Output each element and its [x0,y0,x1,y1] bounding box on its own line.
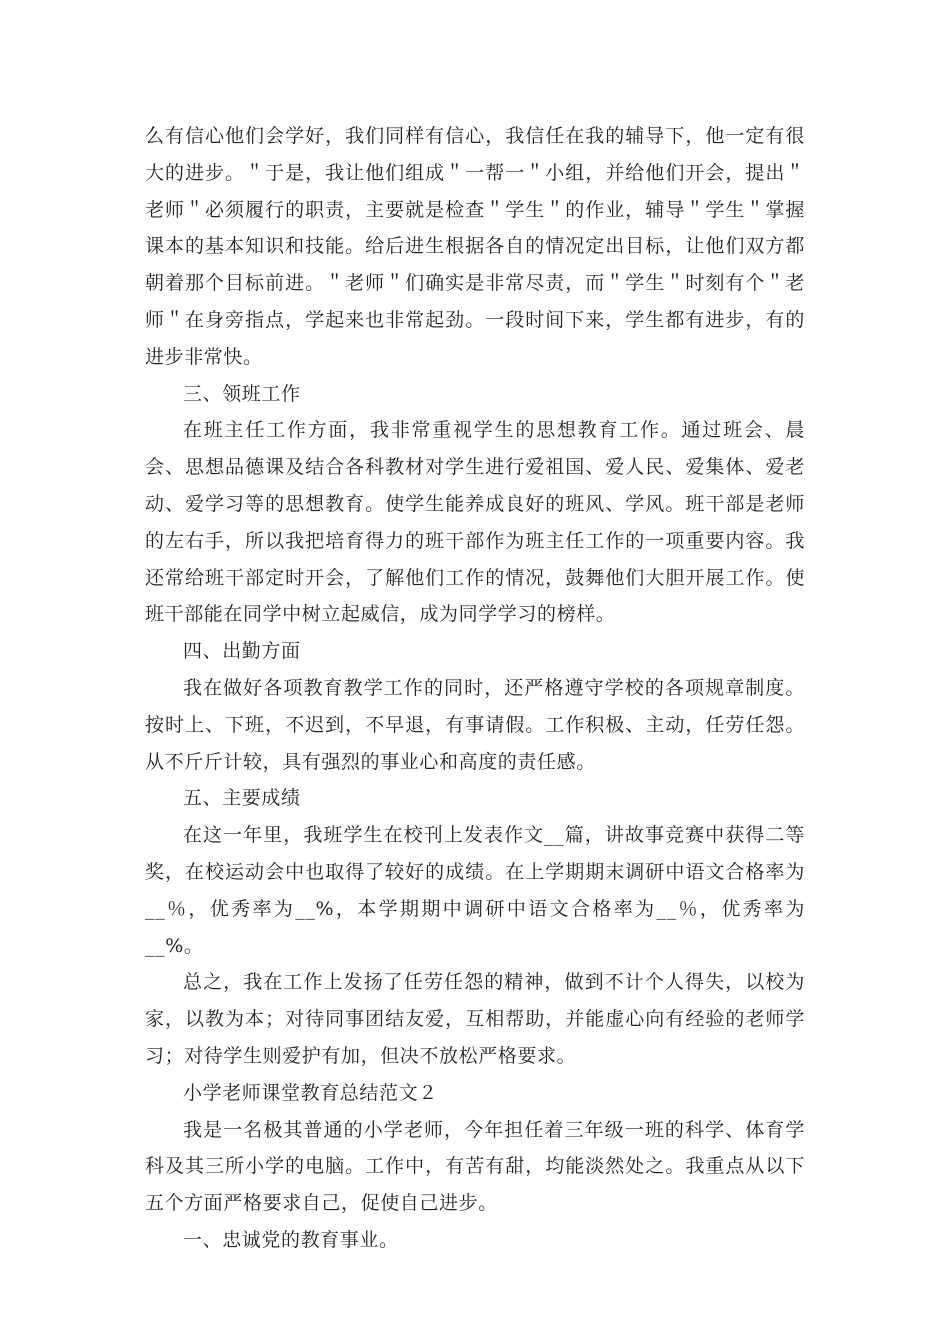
article-title-sample-2: 小学老师课堂教育总结范文２ [183,1081,438,1104]
paragraph-attendance: 我在做好各项教育教学工作的同时，还严格遵守学校的各项规章制度。按时上、下班，不迟到，不早退，有事请假。工作积极、主动，任劳任怨。从不斤斤计较，具有强烈的事业心和高度的责任感。 [145,676,805,773]
paragraph-class-teacher-work: 在班主任工作方面，我非常重视学生的思想教育工作。通过班会、晨会、思想品德课及结合各科教材对学生进行爱祖国、爱人民、爱集体、爱老动、爱学习等的思想教育。使学生能养成良好的班风、学风。班干部是老师的左右手，所以我把培育得力的班干部作为班主任工作的一项重要内容。我还常给班干部定时开会，了解他们工作的情况，鼓舞他们大胆开展工作。使班干部能在同学中树立起威信，成为同学学习的榜样。 [145,419,805,626]
paragraph-conclusion: 总之，我在工作上发扬了任劳任怨的精神，做到不计个人得失，以校为家，以教为本；对待同事团结友爱，互相帮助，并能虚心向有经验的老师学习；对待学生则爱护有加，但决不放松严格要求。 [145,971,805,1067]
section-heading-achievements: 五、主要成绩 [183,787,301,810]
paragraph-introduction: 我是一名极其普通的小学老师，今年担任着三年级一班的科学、体育学科及其三所小学的电脑。工作中，有苦有甜，均能淡然处之。我重点从以下五个方面严格要求自己，促使自己进步。 [145,1118,805,1215]
paragraph-achievements: 在这一年里，我班学生在校刊上发表作文__篇，讲故事竞赛中获得二等奖，在校运动会中也取得了较好的成绩。在上学期期末调研中语文合格率为__％，优秀率为__%，本学期期中调研中语文合格率为__％，优秀率为__%。 [145,824,805,957]
paragraph-continuation: 么有信心他们会学好，我们同样有信心，我信任在我的辅导下，他一定有很大的进步。＂于是，我让他们组成＂一帮一＂小组，并给他们开会，提出＂老师＂必须履行的职责，主要就是检查＂学生＂的作业，辅导＂学生＂掌握课本的基本知识和技能。给后进生根据各自的情况定出目标，让他们双方都朝着那个目标前进。＂老师＂们确实是非常尽责，而＂学生＂时刻有个＂老师＂在身旁指点，学起来也非常起劲。一段时间下来，学生都有进步，有的进步非常快。 [145,125,805,368]
document-body [145,118,805,1259]
section-heading-leading-class: 三、领班工作 [183,382,301,405]
section-heading-loyalty: 一、忠诚党的教育事业。 [183,1228,399,1251]
section-heading-attendance: 四、出勤方面 [183,640,301,663]
